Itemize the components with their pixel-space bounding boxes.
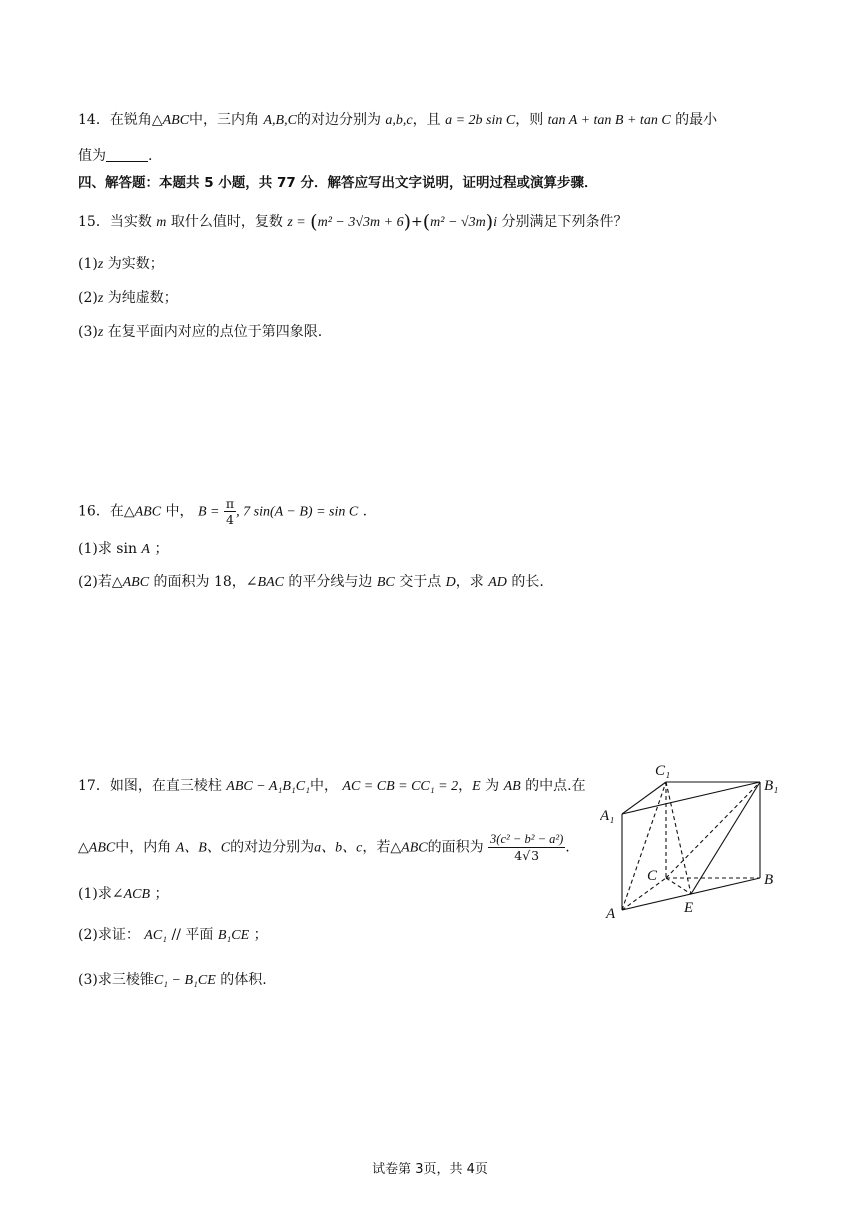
- section-heading: 四、解答题：本题共 5 小题，共 77 分．解答应写出文字说明，证明过程或演算步骤．: [78, 175, 598, 191]
- label-b1: B₁: [764, 778, 779, 794]
- label-e: E: [684, 900, 694, 916]
- q17-sub1: (1)求∠ACB ；: [78, 886, 169, 902]
- q15-sub2: (2)z 为纯虚数；: [78, 290, 178, 306]
- q16-sub1: (1)求 sin A ；: [78, 541, 169, 557]
- label-c: C: [647, 868, 658, 884]
- pi-over-four: $\frac{\pi}{4}$: [225, 496, 235, 527]
- edge-c-e: [666, 878, 691, 894]
- label-c1: C₁: [655, 763, 671, 779]
- label-a1: A₁: [600, 808, 615, 824]
- prism-figure: [600, 758, 800, 928]
- page-footer: 试卷第 3页，共 4页: [372, 1162, 488, 1177]
- label-a: A: [606, 906, 616, 922]
- q17-line2: △ABC中，内角 A、B、C的对边分别为a、b、c，若△ABC的面积为 $\frac{\text{3(c² − b² − a²)}}{4√3}$ .: [78, 832, 570, 863]
- edge-b1-e: [691, 782, 760, 894]
- q15-sub1: (1)z 为实数；: [78, 256, 164, 272]
- q17-sub2: (2)求证： AC₁ // 平面 B₁CE ；: [78, 927, 268, 943]
- edge-c-b1: [666, 782, 760, 878]
- q17-sub3: (3)求三棱锥C₁ − B₁CE 的体积.: [78, 972, 267, 988]
- q14-line2: 值为 .: [78, 148, 153, 164]
- label-b: B: [764, 872, 774, 888]
- q17-stem: 17．如图，在直三棱柱 ABC − A₁B₁C₁中， AC = CB = CC₁ = 2，E 为 AB 的中点.在: [78, 778, 586, 794]
- edge-a1-b1: [622, 782, 760, 814]
- area-fraction: $\frac{\text{3(c² − b² − a²)}}{4√3}$: [490, 832, 564, 863]
- q15-stem: 15．当实数 m 取什么值时，复数 z = (m² − 3√3m + 6)+(m² − √3m)i 分别满足下列条件？: [78, 211, 628, 233]
- edge-a-c1: [622, 782, 666, 910]
- q14-line1: 14．在锐角△ABC中，三内角 A,B,C的对边分别为 a,b,c，且 a = 2b sin C，则 tan A + tan B + tan C 的最小: [78, 112, 718, 128]
- q15-sub3: (3)z 在复平面内对应的点位于第四象限.: [78, 324, 323, 340]
- answer-blank[interactable]: [106, 147, 148, 162]
- q16-stem: 16．在△ABC 中， B = $\frac{\pi}{4}$ , 7 sin(A − B) = sin C .: [78, 496, 368, 527]
- q16-sub2: (2)若△ABC 的面积为 18，∠BAC 的平分线与边 BC 交于点 D，求 AD 的长.: [78, 574, 544, 590]
